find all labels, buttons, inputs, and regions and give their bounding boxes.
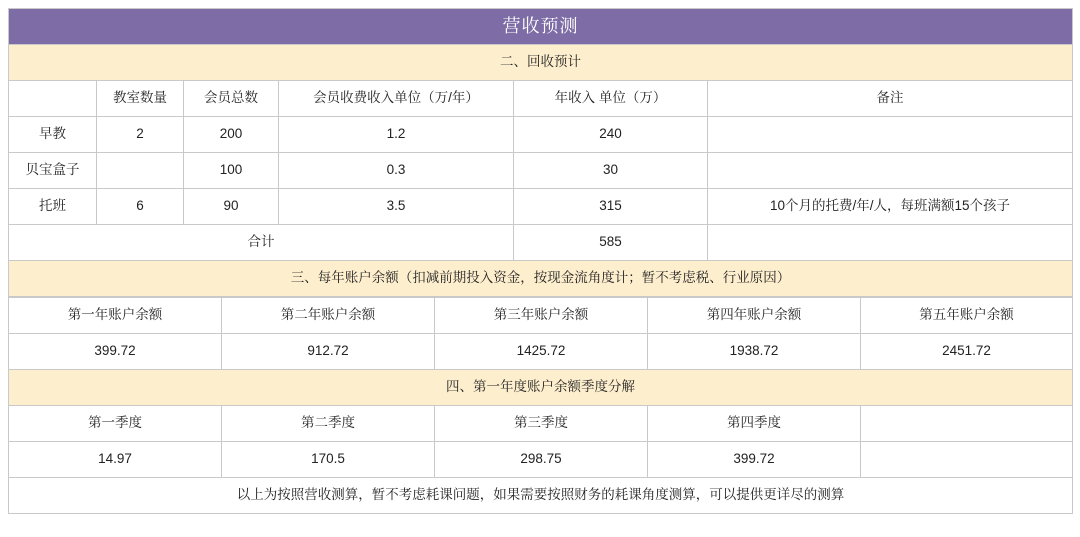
cell-note <box>708 153 1073 189</box>
title-row <box>9 9 1073 45</box>
cell-note: 10个月的托费/年/人，每班满额15个孩子 <box>708 189 1073 225</box>
section-2-header-row <box>9 81 1073 117</box>
cell-quarter-2-balance: 170.5 <box>222 442 435 478</box>
cell-note <box>708 117 1073 153</box>
table-row <box>9 153 1073 189</box>
cell-members: 90 <box>184 189 279 225</box>
total-label: 合计 <box>9 225 514 261</box>
row-label: 托班 <box>9 189 97 225</box>
table-row <box>9 189 1073 225</box>
cell-year-3-balance: 1425.72 <box>435 334 648 370</box>
col-header-quarter-blank <box>861 406 1073 442</box>
row-label: 早教 <box>9 117 97 153</box>
section-3-heading: 三、每年账户余额（扣减前期投入资金，按现金流角度计；暂不考虑税、行业原因） <box>9 261 1073 297</box>
cell-year-4-balance: 1938.72 <box>648 334 861 370</box>
cell-fee: 1.2 <box>279 117 514 153</box>
col-header-fee: 会员收费收入单位（万/年） <box>279 81 514 117</box>
col-header-note: 备注 <box>708 81 1073 117</box>
table-row <box>9 334 1073 370</box>
section-4-heading: 四、第一年度账户余额季度分解 <box>9 370 1073 406</box>
page-title: 营收预测 <box>9 9 1073 45</box>
cell-quarter-4-balance: 399.72 <box>648 442 861 478</box>
cell-classrooms: 2 <box>97 117 184 153</box>
cell-year-2-balance: 912.72 <box>222 334 435 370</box>
section-2-heading: 二、回收预计 <box>9 45 1073 81</box>
cell-fee: 0.3 <box>279 153 514 189</box>
footer-note: 以上为按照营收测算，暂不考虑耗课问题，如果需要按照财务的耗课角度测算，可以提供更详尽的测算 <box>9 478 1073 514</box>
cell-year-5-balance: 2451.72 <box>861 334 1073 370</box>
section-3-header-row <box>9 298 1073 334</box>
cell-members: 100 <box>184 153 279 189</box>
revenue-forecast-table <box>8 8 1073 297</box>
cell-year-1-balance: 399.72 <box>9 334 222 370</box>
cell-income: 240 <box>514 117 708 153</box>
cell-quarter-1-balance: 14.97 <box>9 442 222 478</box>
col-header-quarter-1: 第一季度 <box>9 406 222 442</box>
col-header-year-3: 第三年账户余额 <box>435 298 648 334</box>
col-header-year-1: 第一年账户余额 <box>9 298 222 334</box>
section-4-heading-row <box>9 370 1073 406</box>
total-note <box>708 225 1073 261</box>
cell-quarter-blank <box>861 442 1073 478</box>
col-header-blank <box>9 81 97 117</box>
col-header-year-4: 第四年账户余额 <box>648 298 861 334</box>
section-2-heading-row <box>9 45 1073 81</box>
col-header-income: 年收入 单位（万） <box>514 81 708 117</box>
table-row <box>9 117 1073 153</box>
total-value: 585 <box>514 225 708 261</box>
cell-classrooms: 6 <box>97 189 184 225</box>
section-3-heading-row <box>9 261 1073 297</box>
table-row <box>9 442 1073 478</box>
col-header-quarter-3: 第三季度 <box>435 406 648 442</box>
cell-members: 200 <box>184 117 279 153</box>
cell-classrooms <box>97 153 184 189</box>
total-row <box>9 225 1073 261</box>
footer-row <box>9 478 1073 514</box>
col-header-members: 会员总数 <box>184 81 279 117</box>
cell-fee: 3.5 <box>279 189 514 225</box>
section-4-header-row <box>9 406 1073 442</box>
cell-income: 315 <box>514 189 708 225</box>
col-header-year-5: 第五年账户余额 <box>861 298 1073 334</box>
col-header-quarter-4: 第四季度 <box>648 406 861 442</box>
row-label: 贝宝盒子 <box>9 153 97 189</box>
col-header-classrooms: 教室数量 <box>97 81 184 117</box>
cell-quarter-3-balance: 298.75 <box>435 442 648 478</box>
col-header-year-2: 第二年账户余额 <box>222 298 435 334</box>
yearly-balance-table <box>8 297 1073 514</box>
cell-income: 30 <box>514 153 708 189</box>
col-header-quarter-2: 第二季度 <box>222 406 435 442</box>
